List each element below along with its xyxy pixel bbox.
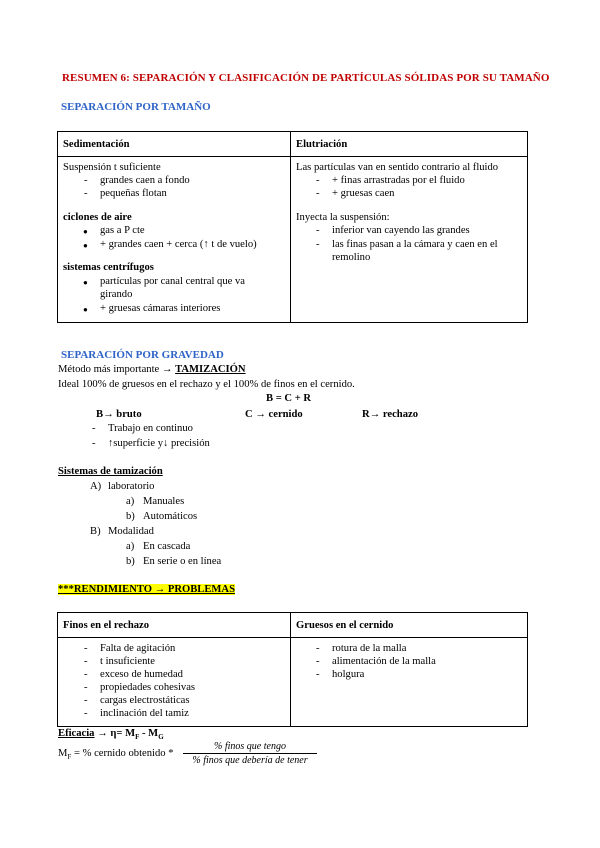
- mf-formula: = % cernido obtenido *: [71, 748, 174, 759]
- table2-header-gruesos: Gruesos en el cernido: [296, 620, 394, 631]
- term-bruto: B→ bruto: [96, 409, 142, 420]
- eficacia-formula-mid: - M: [139, 728, 159, 739]
- list-item: - holgura: [332, 668, 364, 681]
- term-rechazo: R→ rechazo: [362, 409, 418, 420]
- list-item: - alimentación de la malla: [332, 655, 436, 668]
- centrifugos-title: sistemas centrífugos: [63, 262, 154, 273]
- metodo-prefix: Método más importante →: [58, 364, 176, 375]
- list-item: ● gas a P cte: [100, 224, 145, 237]
- table2-cell-gruesos: [291, 638, 527, 726]
- eficacia-word: Eficacia: [58, 728, 95, 739]
- list-item: ● + gruesas cámaras interiores: [100, 302, 220, 315]
- sistemas-b-item: En cascada: [143, 541, 191, 552]
- list-item: - Falta de agitación: [100, 642, 175, 655]
- ideal-text: Ideal 100% de gruesos en el rechazo y el 100% de finos en el cernido.: [58, 379, 355, 390]
- table-problemas: [57, 612, 528, 727]
- inyecta-title: Inyecta la suspensión:: [296, 212, 390, 223]
- fraction-numerator: % finos que tengo: [214, 741, 286, 752]
- fraction: [183, 741, 317, 766]
- table1-header-sedimentacion: Sedimentación: [63, 139, 130, 150]
- eficacia-sub-g: G: [158, 733, 164, 742]
- ciclones-title: ciclones de aire: [63, 212, 132, 223]
- mf-sub: F: [67, 753, 72, 762]
- list-item: - + gruesas caen: [332, 187, 394, 200]
- table2-header-finos: Finos en el rechazo: [63, 620, 150, 631]
- rendimiento-heading: ***RENDIMIENTO → PROBLEMAS: [58, 584, 235, 595]
- table1-cell-elutriacion: [291, 157, 527, 322]
- mf-line: [58, 748, 174, 761]
- table1-cell-sedimentacion: [58, 157, 290, 322]
- sistemas-a-item-marker: a): [126, 496, 135, 507]
- table-separacion-tamano: [57, 131, 528, 323]
- eficacia-line: [58, 728, 164, 741]
- list-item: - pequeñas flotan: [100, 187, 167, 200]
- mf-symbol: M: [58, 748, 68, 759]
- metodo-line: [58, 364, 246, 375]
- list-item: ● partículas por canal central que va: [100, 275, 245, 288]
- section-heading-tamano: SEPARACIÓN POR TAMAÑO: [61, 101, 211, 113]
- fraction-bar: [183, 753, 317, 754]
- equation: B = C + R: [266, 393, 312, 404]
- elutriacion-intro: Las partículas van en sentido contrario al fluido: [296, 162, 499, 173]
- page-title: RESUMEN 6: SEPARACIÓN Y CLASIFICACIÓN DE PARTÍCULAS SÓLIDAS POR SU TAMAÑO: [62, 72, 550, 84]
- table2-cell-finos: [58, 638, 290, 726]
- sistemas-a-marker: A): [90, 481, 102, 492]
- list-item: - inferior van cayendo las grandes: [332, 224, 470, 237]
- list-item: - las finas pasan a la cámara y caen en el: [332, 238, 498, 251]
- fraction-denominator: % finos que debería de tener: [192, 755, 308, 766]
- sistemas-a-item-marker: b): [126, 511, 135, 522]
- sistemas-a-item: Manuales: [143, 496, 185, 507]
- list-item-continuation: remolino: [332, 252, 371, 263]
- list-item: - ↑superficie y↓ precisión: [108, 438, 210, 449]
- eficacia-formula: → η= M: [94, 728, 136, 739]
- list-item: - exceso de humedad: [100, 668, 183, 681]
- section-heading-gravedad: SEPARACIÓN POR GRAVEDAD: [61, 349, 224, 361]
- sistemas-b-marker: B): [90, 526, 101, 537]
- list-item: - + finas arrastradas por el fluido: [332, 174, 465, 187]
- list-item: - t insuficiente: [100, 655, 155, 668]
- sistemas-b-item: En serie o en línea: [143, 556, 222, 567]
- sistemas-b-item-marker: b): [126, 556, 135, 567]
- list-item: - rotura de la malla: [332, 642, 406, 655]
- list-item: - cargas electrostáticas: [100, 694, 190, 707]
- sistemas-a-text: laboratorio: [108, 481, 155, 492]
- list-item: - grandes caen a fondo: [100, 174, 190, 187]
- sistemas-b-item-marker: a): [126, 541, 135, 552]
- term-cernido: C → cernido: [245, 409, 303, 420]
- list-item: - propiedades cohesivas: [100, 681, 195, 694]
- list-item: - Trabajo en continuo: [108, 423, 193, 434]
- list-item: - inclinación del tamiz: [100, 707, 189, 720]
- sistemas-b-text: Modalidad: [108, 526, 154, 537]
- list-item: ● + grandes caen + cerca (↑ t de vuelo): [100, 238, 257, 251]
- table1-header-elutriacion: Elutriación: [296, 139, 348, 150]
- sedimentacion-intro: Suspensión t suficiente: [63, 162, 161, 173]
- tamizacion-word: TAMIZACIÓN: [175, 364, 246, 375]
- sistemas-title: Sistemas de tamización: [58, 466, 163, 477]
- sistemas-a-item: Automáticos: [143, 511, 198, 522]
- eficacia-sub-f: F: [135, 733, 140, 742]
- list-item-continuation: girando: [100, 289, 133, 300]
